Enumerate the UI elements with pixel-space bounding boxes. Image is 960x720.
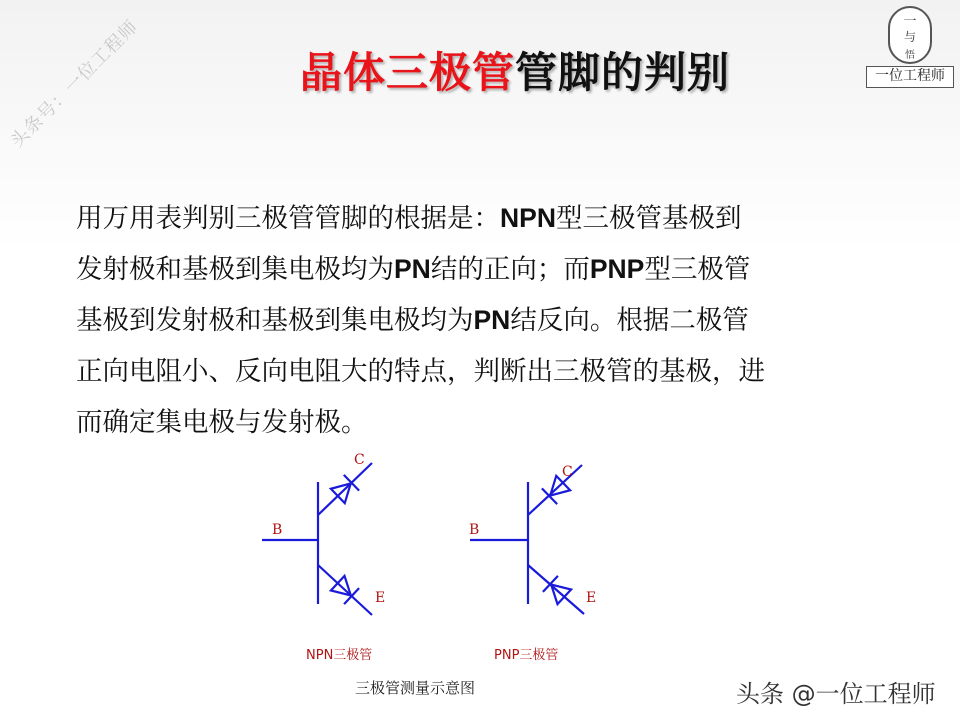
npn-diagram [262, 463, 372, 615]
pnp-label-c: C [562, 464, 573, 480]
body-bold-term: PNP [589, 254, 645, 284]
npn-label-b: B [272, 522, 283, 538]
pnp-label-e: E [586, 590, 597, 606]
body-text: 而确定集电极与发射极。 [76, 407, 368, 438]
body-bold-term: NPN [500, 203, 556, 233]
pnp-diagram [470, 465, 584, 614]
npn-caption: NPN三极管 [306, 648, 373, 663]
pnp-label-b: B [469, 522, 480, 538]
npn-collector-lead [318, 463, 372, 515]
pnp-collector-lead [528, 465, 582, 515]
npn-label-c: C [354, 452, 365, 468]
npn-emitter-lead [318, 565, 372, 615]
pnp-caption: PNP三极管 [494, 648, 559, 663]
body-text: 型三极管 [644, 254, 751, 285]
body-text: 基极到发射极和基极到集电极均为 [76, 305, 474, 336]
watermark-diagonal: 头条号：一位工程师 [6, 16, 143, 152]
body-text: 正向电阻小、反向电阻大的特点，判断出三极管的基极，进 [76, 356, 765, 387]
title-rest: 管脚的判别 [515, 48, 731, 97]
body-text: 结反向。根据二极管 [510, 305, 749, 336]
body-text: 型三极管基极到 [555, 203, 742, 234]
body-bold-term: PN [394, 254, 431, 284]
npn-label-e: E [375, 590, 386, 606]
figure-caption: 三极管测量示意图 [355, 679, 476, 697]
logo-seal: 一 与 悟 [888, 6, 932, 64]
body-text: 结的正向；而 [430, 254, 590, 285]
brand-watermark: 头条 @一位工程师 [736, 680, 936, 708]
body-text: 发射极和基极到集电极均为 [76, 254, 394, 285]
title-highlight: 晶体三极管 [300, 48, 516, 97]
pnp-emitter-lead [528, 565, 584, 614]
logo-label: 一位工程师 [866, 66, 954, 88]
body-bold-term: PN [473, 305, 511, 335]
body-text: 用万用表判别三极管管脚的根据是： [76, 203, 500, 234]
